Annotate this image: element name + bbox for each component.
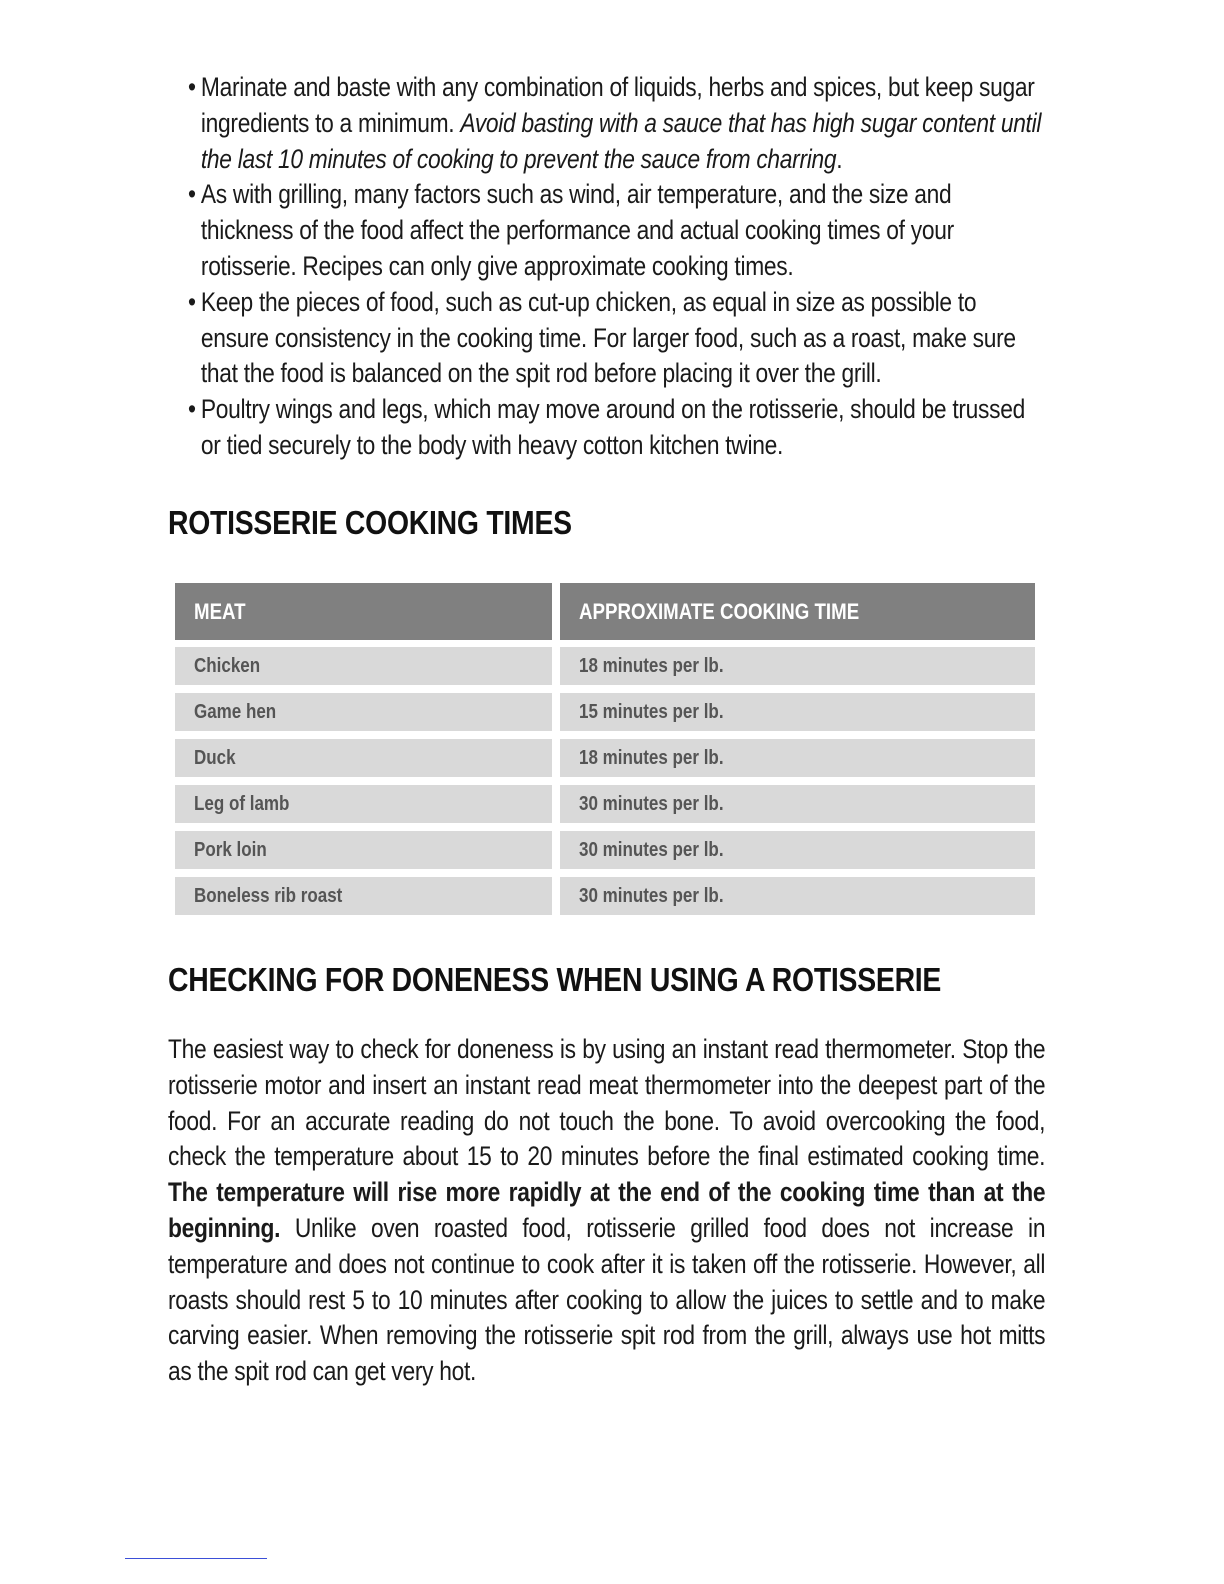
time-cell: 30 minutes per lb. xyxy=(560,831,1035,869)
cooking-times-heading: ROTISSERIE COOKING TIMES xyxy=(168,504,572,541)
time-cell: 30 minutes per lb. xyxy=(560,785,1035,823)
doneness-heading: CHECKING FOR DONENESS WHEN USING A ROTISSERIE xyxy=(168,961,942,998)
column-header-time: APPROXIMATE COOKING TIME xyxy=(560,583,1035,640)
bullet-icon: • xyxy=(188,179,196,210)
tip-item xyxy=(188,70,1048,177)
table-row xyxy=(175,831,1035,869)
tip-text: Poultry wings and legs, which may move around on the rotisserie, should be trussed or tied securely to the body with heavy cotton kitchen twine. xyxy=(200,394,1025,460)
time-cell: 15 minutes per lb. xyxy=(560,693,1035,731)
time-cell: 18 minutes per lb. xyxy=(560,647,1035,685)
bullet-icon: • xyxy=(188,286,196,317)
bullet-icon: • xyxy=(188,394,196,425)
tip-item xyxy=(188,177,1048,284)
tip-tail: . xyxy=(836,143,843,174)
paragraph-text: The easiest way to check for doneness is by using an instant read thermometer. Stop the rotisserie motor and insert an instant read meat thermometer into the deepest part of the food. For an accurate reading do not touch the bone. To avoid overcooking the food, check the temperature about 15 to 20 minutes before the final estimated cooking time. xyxy=(168,1034,1046,1172)
paragraph-bold-text: The temperature will rise more rapidly at the end of the cooking time than at the beginning. xyxy=(168,1177,1046,1243)
meat-cell: Duck xyxy=(175,739,552,777)
tip-text: Keep the pieces of food, such as cut-up chicken, as equal in size as possible to ensure consistency in the cooking time. For larger food, such as a roast, make sure that the food is balanced on the spit rod before placing it over the grill. xyxy=(200,286,1016,389)
bullet-icon: • xyxy=(188,72,196,102)
tips-list xyxy=(188,70,1048,464)
table-row xyxy=(175,693,1035,731)
table-row xyxy=(175,647,1035,685)
meat-cell: Leg of lamb xyxy=(175,785,552,823)
meat-cell: Pork loin xyxy=(175,831,552,869)
table-row xyxy=(175,877,1035,915)
meat-cell: Chicken xyxy=(175,647,552,685)
column-header-meat: MEAT xyxy=(175,583,552,640)
tip-text: Marinate and baste with any combination of liquids, herbs and spices, but keep sugar ingredients to a minimum. xyxy=(200,72,1035,138)
meat-cell: Game hen xyxy=(175,693,552,731)
tip-text: As with grilling, many factors such as wind, air temperature, and the size and thickness of the food affect the performance and actual cooking times of your rotisserie. Recipes can only give approximate cooking times. xyxy=(200,179,954,281)
tip-item xyxy=(188,392,1048,464)
cooking-times-table xyxy=(175,583,1035,923)
table-row xyxy=(175,739,1035,777)
paragraph-text: Unlike oven roasted food, rotisserie grilled food does not increase in temperature and does not continue to cook after it is taken off the rotisserie. However, all roasts should rest 5 to 10 minutes after cooking to allow the juices to settle and to make carving easier. When removing the rotisserie spit rod from the grill, always use hot mitts as the spit rod can get very hot. xyxy=(168,1212,1046,1387)
table-header-row xyxy=(175,583,1035,640)
time-cell: 18 minutes per lb. xyxy=(560,739,1035,777)
footer-divider xyxy=(125,1558,267,1559)
doneness-paragraph xyxy=(168,1032,1045,1390)
table-row xyxy=(175,785,1035,823)
meat-cell: Boneless rib roast xyxy=(175,877,552,915)
tip-item xyxy=(188,285,1048,392)
time-cell: 30 minutes per lb. xyxy=(560,877,1035,915)
tip-italic-text: Avoid basting with a sauce that has high sugar content until the last 10 minutes of cooking to prevent the sauce from charring xyxy=(200,107,1042,174)
